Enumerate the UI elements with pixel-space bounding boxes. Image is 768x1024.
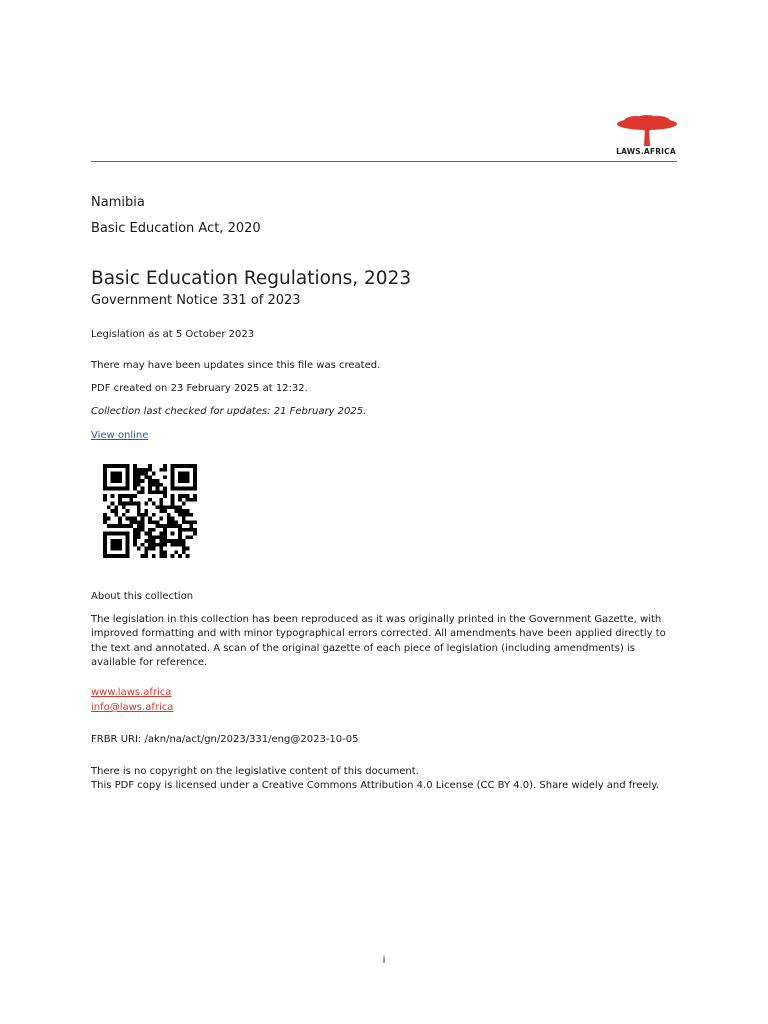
updates-note: There may have been updates since this file was created. <box>91 360 381 371</box>
copyright-note: There is no copyright on the legislative content of this document. <box>91 766 419 777</box>
page-number: i <box>382 955 386 966</box>
logo-wordmark: LAWS.AFRICA <box>616 147 676 156</box>
license-note: This PDF copy is licensed under a Creative Commons Attribution 4.0 License (CC BY 4.0). Share widely and freely. <box>91 780 659 791</box>
acacia-tree-icon <box>614 114 680 148</box>
about-paragraph: The legislation in this collection has been reproduced as it was originally printed in the Government Gazette, with improved formatting and with minor typographical errors corrected. All amendments have been applied directly to the text and annotated. A scan of the original gazette of each piece of legislation (including amendments) is available for reference. <box>91 614 666 668</box>
parent-act-label: Basic Education Act, 2020 <box>91 221 261 236</box>
website-link[interactable]: www.laws.africa <box>91 687 172 698</box>
document-title: Basic Education Regulations, 2023 <box>91 268 412 289</box>
legislation-as-at: Legislation as at 5 October 2023 <box>91 329 255 340</box>
header-divider <box>91 161 677 162</box>
frbr-uri: FRBR URI: /akn/na/act/gn/2023/331/eng@2023-10-05 <box>91 734 359 745</box>
pdf-created-note: PDF created on 23 February 2025 at 12:32. <box>91 383 308 394</box>
laws-africa-logo <box>614 114 680 158</box>
about-heading: About this collection <box>91 591 194 602</box>
country-label: Namibia <box>91 195 145 210</box>
document-subtitle: Government Notice 331 of 2023 <box>91 293 301 308</box>
view-online-link[interactable]: View online <box>91 430 149 441</box>
collection-checked-note: Collection last checked for updates: 21 February 2025. <box>91 406 367 417</box>
email-link[interactable]: info@laws.africa <box>91 702 174 713</box>
qr-code-icon[interactable] <box>101 464 199 558</box>
